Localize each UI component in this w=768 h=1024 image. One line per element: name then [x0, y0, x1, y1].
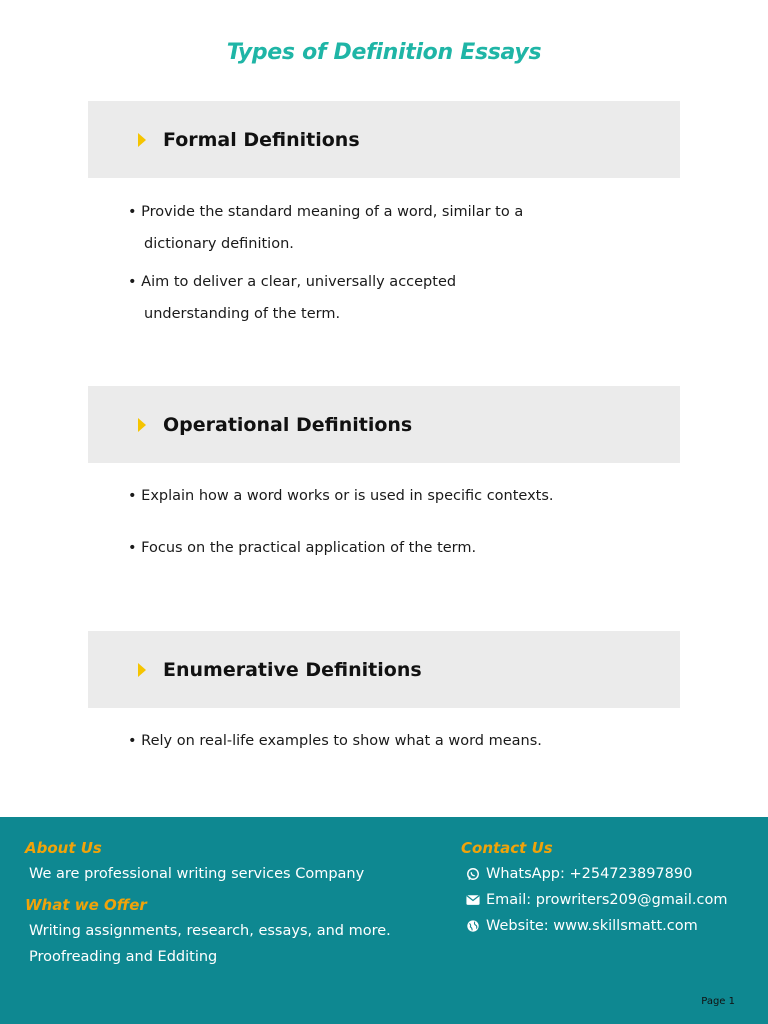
email-text: Email: prowriters209@gmail.com — [486, 892, 728, 908]
section-header-operational — [88, 386, 680, 463]
page-title: Types of Definition Essays — [226, 40, 542, 65]
caret-right-icon — [138, 663, 146, 677]
page-number: Page 1 — [701, 996, 735, 1007]
list-item — [128, 196, 608, 260]
bullet-line-cont: understanding of the term. — [144, 306, 341, 322]
list-item — [128, 480, 608, 512]
whatsapp-icon — [466, 867, 480, 881]
footer — [0, 817, 768, 1024]
bullet-line: • Provide the standard meaning of a word, similar to a — [128, 204, 524, 220]
offer-heading: What we Offer — [25, 896, 147, 914]
envelope-icon — [466, 894, 480, 906]
whatsapp-text: WhatsApp: +254723897890 — [486, 866, 693, 882]
section-heading: Enumerative Definitions — [163, 658, 422, 681]
offer-line: Proofreading and Edditing — [29, 949, 218, 965]
section-heading: Operational Definitions — [163, 413, 413, 436]
offer-line: Writing assignments, research, essays, and more. — [29, 923, 391, 939]
list-item — [128, 532, 608, 564]
list-item — [128, 266, 608, 330]
list-item — [128, 725, 608, 757]
caret-right-icon — [138, 133, 146, 147]
bullet-line: • Focus on the practical application of the term. — [128, 540, 477, 556]
contact-whatsapp[interactable] — [466, 866, 692, 882]
contact-email[interactable] — [466, 892, 727, 908]
section-header-formal — [88, 101, 680, 178]
caret-right-icon — [138, 418, 146, 432]
section-heading: Formal Definitions — [163, 128, 360, 151]
about-text: We are professional writing services Company — [29, 866, 365, 882]
contact-heading: Contact Us — [461, 839, 553, 857]
bullet-line-cont: dictionary definition. — [144, 236, 294, 252]
about-heading: About Us — [25, 839, 102, 857]
section-header-enumerative — [88, 631, 680, 708]
bullet-line: • Explain how a word works or is used in specific contexts. — [128, 488, 554, 504]
bullet-line: • Aim to deliver a clear, universally accepted — [128, 274, 457, 290]
bullet-line: • Rely on real-life examples to show what a word means. — [128, 733, 542, 749]
globe-icon — [466, 919, 480, 933]
contact-website[interactable] — [466, 918, 698, 934]
website-text: Website: www.skillsmatt.com — [486, 918, 698, 934]
